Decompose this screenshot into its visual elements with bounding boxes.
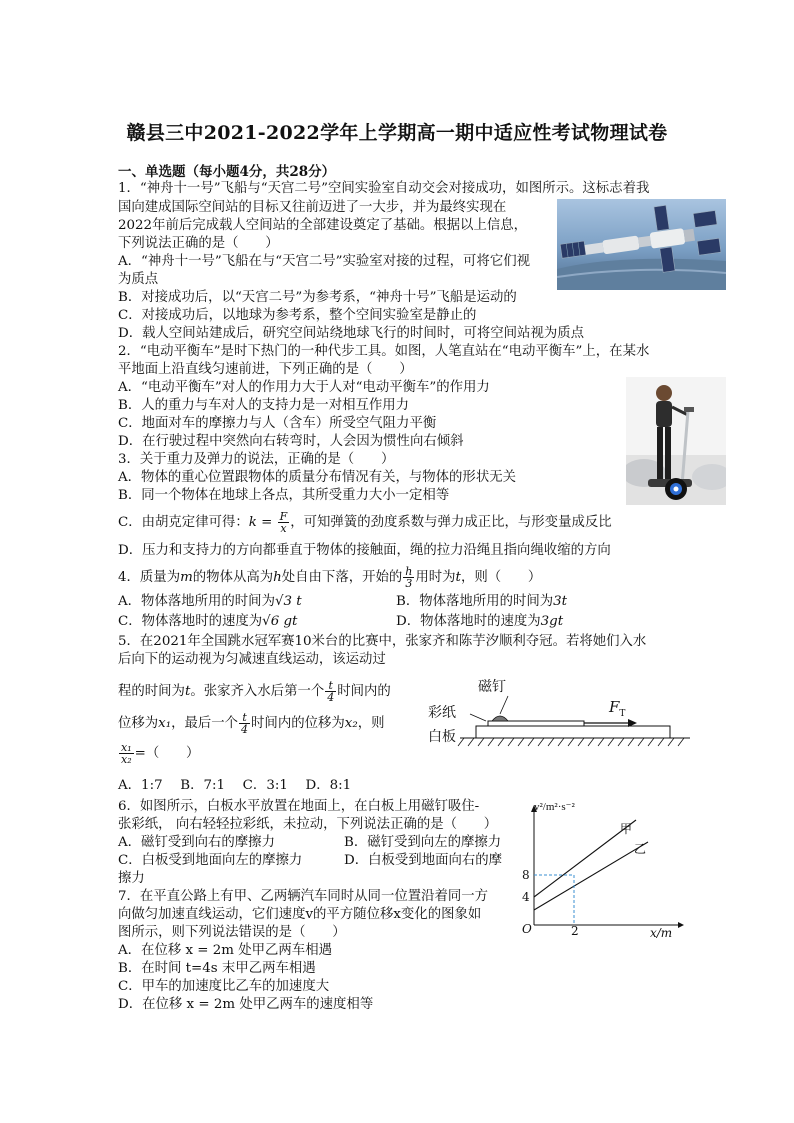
q7-line1: 7．在平直公路上有甲、乙两辆汽车同时从同一位置沿着同一方 (118, 889, 489, 904)
q4-c-value: √6 gt (262, 614, 298, 629)
graph-origin: O (522, 922, 532, 936)
q4-option-b (396, 593, 567, 611)
graph-tick-x-2: 2 (571, 924, 579, 938)
q4-stem (118, 566, 541, 589)
q4-b-text: B．物体落地所用的时间为 (396, 594, 554, 609)
q5-line1: 5．在2021年全国跳水冠军赛10米台的比赛中，张家齐和陈芋汐顺利夺冠。若将她们入水 (118, 634, 647, 649)
q5-x1: x₁ (158, 716, 172, 731)
q2-option-b: B．人的重力与车对人的支持力是一对相互作用力 (118, 398, 410, 413)
q4-d-value: 3gt (540, 614, 564, 629)
q3-line1: 3．关于重力及弹力的说法，正确的是（ ） (118, 452, 395, 467)
q3-option-a: A．物体的重心位置跟物体的质量分布情况有关，与物体的形状无关 (118, 470, 516, 485)
q1-line2: 国向建成国际空间站的目标又往前迈进了一大步，并为最终实现在 (118, 200, 507, 215)
q4-stem-post: ，则（ ） (460, 570, 542, 585)
force-symbol: F (609, 698, 620, 716)
q4-stem-mid2: 处自由下落，开始的 (281, 570, 403, 585)
q4-a-text: A．物体落地所用的时间为 (118, 594, 275, 609)
q1-option-b: B．对接成功后，以“天宫二号”为参考系，“神舟十号”飞船是运动的 (118, 290, 517, 305)
q5-ratio-den: x₂ (121, 753, 132, 766)
q4-b-value: 3t (553, 594, 568, 609)
q6-line2: 张彩纸， 向右轻轻拉彩纸，未拉动，下列说法正确的是（ ） (118, 817, 498, 832)
q4-t: t (455, 570, 461, 585)
hooke-fraction (278, 511, 290, 534)
q5-ratio-fraction (119, 742, 134, 765)
q4-a-value: √3 t (274, 594, 302, 609)
label-jia: 甲 (620, 822, 633, 836)
q6-option-b: B．磁钉受到向左的摩擦力 (344, 835, 502, 850)
q5-t: t (184, 684, 191, 699)
label-yi: 乙 (634, 842, 647, 856)
q1-option-d: D．载人空间站建成后，研究空间站绕地球飞行的时间时，可将空间站视为质点 (118, 326, 585, 341)
q5-x2: x₂ (344, 716, 358, 731)
q5-l4-pre: 位移为 (118, 716, 159, 731)
q6-option-a: A．磁钉受到向右的摩擦力 (118, 835, 275, 850)
q3-option-b: B．同一个物体在地球上各点，其所受重力大小一定相等 (118, 488, 450, 503)
q5-line3 (118, 680, 391, 703)
q4-option-a (118, 593, 302, 611)
q4-stem-pre: 4．质量为 (118, 570, 181, 585)
q7-line3: 图所示，则下列说法错误的是（ ） (118, 925, 346, 940)
q4-frac-den: 3 (405, 577, 413, 590)
q7-option-d: D．在位移 x = 2m 处甲乙两车的速度相等 (118, 997, 374, 1012)
graph-tick-y-4: 4 (522, 890, 530, 904)
q4-h: h (273, 570, 282, 585)
q3-c-prefix: C．由胡克定律可得： (118, 515, 249, 530)
q5-frac1-den: 4 (327, 691, 335, 704)
q5-line4 (118, 712, 384, 735)
q4-c-text: C．物体落地时的速度为 (118, 614, 263, 629)
q5-ratio (118, 742, 199, 765)
q5-fraction-1 (325, 680, 336, 703)
q7-option-c: C．甲车的加速度比乙车的加速度大 (118, 979, 330, 994)
q5-l3-mid: 。张家齐入水后第一个 (190, 684, 325, 699)
q5-l4-end: ，则 (357, 716, 385, 731)
q4-frac-num: h (405, 565, 413, 578)
graph-x-label: x/m (650, 926, 673, 940)
q3-option-d: D．压力和支持力的方向都垂直于物体的接触面，绳的拉力沿绳且指向绳收缩的方向 (118, 543, 611, 558)
q2-option-d: D．在行驶过程中突然向右转弯时，人会因为惯性向右倾斜 (118, 434, 464, 449)
spacecraft-image (557, 199, 726, 290)
q1-line3: 2022年前后完成载人空间站的全部建设奠定了基础。根据以上信息， (118, 218, 528, 233)
q3-option-c (118, 511, 612, 534)
q6-option-c: C．白板受到地面向左的摩擦力 (118, 853, 303, 868)
q5-frac2-num: t (239, 712, 250, 724)
q5-l4-mid: ，最后一个 (171, 716, 239, 731)
exam-title: 赣县三中2021-2022学年上学期高一期中适应性考试物理试卷 (126, 122, 668, 144)
q3-c-eq: = (256, 515, 277, 530)
label-force (609, 698, 625, 719)
q1-line4: 下列说法正确的是（ ） (118, 236, 279, 251)
graph-tick-y-8: 8 (522, 868, 530, 882)
q7-line2: 向做匀加速直线运动，它们速度v的平方随位移x变化的图象如 (118, 907, 482, 922)
q3-c-suffix: ，可知弹簧的劲度系数与弹力成正比，与形变量成反比 (290, 515, 612, 530)
label-paper: 彩纸 (428, 705, 456, 721)
q5-frac1-num: t (325, 680, 336, 692)
q4-stem-mid3: 用时为 (415, 570, 456, 585)
q4-d-text: D．物体落地时的速度为 (396, 614, 541, 629)
q5-line2: 后向下的运动视为匀减速直线运动，该运动过 (118, 652, 386, 667)
v2-x-graph (516, 800, 686, 940)
q7-option-a: A．在位移 x = 2m 处甲乙两车相遇 (118, 943, 332, 958)
hooke-numerator: F (279, 510, 288, 523)
q2-option-c: C．地面对车的摩擦力与人（含车）所受空气阻力平衡 (118, 416, 437, 431)
q4-stem-mid1: 的物体从高为 (192, 570, 274, 585)
q6-option-d: D．白板受到地面向右的摩 (344, 853, 503, 868)
q2-line2: 平地面上沿直线匀速前进，下列正确的是（ ） (118, 362, 413, 377)
q2-option-a: A．“电动平衡车”对人的作用力大于人对“电动平衡车”的作用力 (118, 380, 490, 395)
label-board: 白板 (428, 729, 456, 745)
q7-option-b: B．在时间 t=4s 末甲乙两车相遇 (118, 961, 316, 976)
q4-option-c (118, 613, 297, 631)
q5-l4-post: 时间内的位移为 (251, 716, 345, 731)
balance-scooter-image (626, 377, 726, 505)
force-subscript: T (619, 709, 626, 719)
q6-line1: 6．如图所示，白板水平放置在地面上，在白板上用磁钉吸住- (118, 799, 480, 814)
q6-option-d-cont: 擦力 (118, 871, 145, 886)
hooke-denominator: x (280, 522, 287, 535)
q1-option-c: C．对接成功后，以地球为参考系，整个空间实验室是静止的 (118, 308, 477, 323)
graph-y-label: v²/m²·s⁻² (534, 801, 575, 813)
friction-diagram (420, 676, 700, 750)
q5-frac2-den: 4 (241, 723, 249, 736)
q2-line1: 2．“电动平衡车”是时下热门的一种代步工具。如图，人笔直站在“电动平衡车”上，在某水 (118, 344, 650, 359)
q3-c-k: k (248, 515, 257, 530)
q4-option-d (396, 613, 563, 631)
q1-line1: 1．“神舟十一号”飞船与“天宫二号”空间实验室自动交会对接成功，如图所示。这标志着我 (118, 181, 650, 196)
section-heading: 一、单选题（每小题4分，共28分） (118, 164, 336, 180)
q4-fraction (403, 566, 414, 589)
label-magnet: 磁钉 (478, 679, 506, 695)
q5-options: A．1:7 B．7:1 C．3:1 D．8:1 (118, 778, 352, 793)
q5-l3-pre: 程的时间为 (118, 684, 185, 699)
q4-m: m (180, 570, 193, 585)
q5-l3-post: 时间内的 (337, 684, 391, 699)
line-yi (534, 842, 648, 910)
q5-fraction-2 (239, 712, 250, 735)
q5-ratio-num: x₁ (121, 741, 132, 754)
q1-option-a-cont: 为质点 (118, 272, 159, 287)
q1-option-a: A．“神舟十一号”飞船在与“天宫二号”实验室对接的过程，可将它们视 (118, 254, 530, 269)
q5-ratio-post: =（ ） (134, 746, 200, 761)
